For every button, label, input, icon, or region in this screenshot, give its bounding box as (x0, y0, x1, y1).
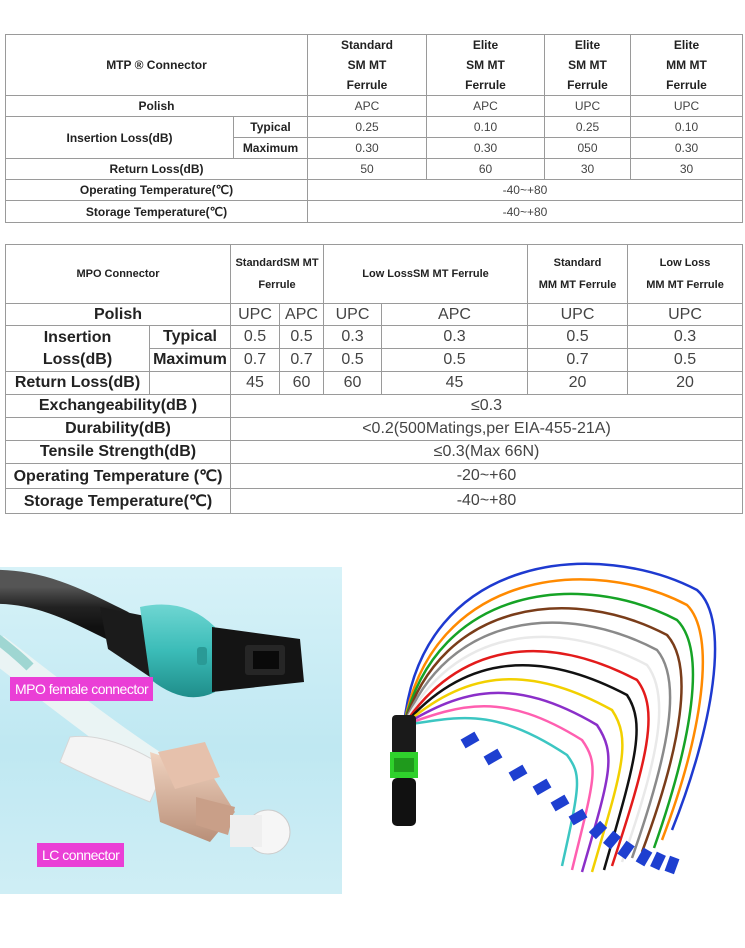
cell: 0.5 (280, 326, 324, 349)
cell: -20~+60 (231, 464, 743, 489)
cell: 0.3 (324, 326, 382, 349)
mpo-row-operating-temp (6, 464, 743, 489)
cell-empty (150, 372, 231, 395)
cell: 0.25 (545, 117, 631, 138)
row-label: Return Loss(dB) (6, 159, 308, 180)
cell: 050 (545, 138, 631, 159)
cell: 20 (628, 372, 743, 395)
cell: 0.5 (628, 349, 743, 372)
cell: 0.5 (324, 349, 382, 372)
sub-label: Maximum (150, 349, 231, 372)
mpo-row-durability (6, 418, 743, 441)
mpo-row-tensile (6, 441, 743, 464)
cell: APC (382, 304, 528, 326)
row-label: Operating Temperature(℃) (6, 180, 308, 201)
cell: ≤0.3 (231, 395, 743, 418)
cell: 50 (308, 159, 427, 180)
cell: 45 (231, 372, 280, 395)
row-label: Polish (6, 96, 308, 117)
cell: -40~+80 (308, 180, 743, 201)
cell: UPC (545, 96, 631, 117)
cell: 0.25 (308, 117, 427, 138)
mpo-col-header: StandardSM MT Ferrule (231, 245, 324, 304)
cell: 0.10 (427, 117, 545, 138)
mtp-col-header: Elite MM MT Ferrule (631, 35, 743, 96)
cell: 0.5 (528, 326, 628, 349)
cell: 0.10 (631, 117, 743, 138)
mtp-row-return-loss (6, 159, 743, 180)
cell: APC (280, 304, 324, 326)
cell: 0.3 (628, 326, 743, 349)
cell: <0.2(500Matings,per EIA-455-21A) (231, 418, 743, 441)
cell: 0.7 (528, 349, 628, 372)
mpo-col-header: Low Loss MM MT Ferrule (628, 245, 743, 304)
mtp-col-header: Elite SM MT Ferrule (427, 35, 545, 96)
mtp-row-insertion-typical (6, 117, 743, 138)
mtp-row-polish (6, 96, 743, 117)
row-label: Storage Temperature(℃) (6, 201, 308, 223)
row-label: Insertion Loss(dB) (6, 117, 234, 159)
cell: 0.30 (427, 138, 545, 159)
cell: UPC (231, 304, 280, 326)
cell: UPC (528, 304, 628, 326)
mtp-col-header: Elite SM MT Ferrule (545, 35, 631, 96)
cell: ≤0.3(Max 66N) (231, 441, 743, 464)
mtp-col-header: Standard SM MT Ferrule (308, 35, 427, 96)
cell: 0.7 (231, 349, 280, 372)
cell: 0.5 (382, 349, 528, 372)
mpo-row-polish (6, 304, 743, 326)
mpo-connector-tag: MPO female connector (10, 677, 153, 701)
cell: UPC (324, 304, 382, 326)
connector-photo (0, 567, 342, 894)
cell: UPC (628, 304, 743, 326)
sub-label: Typical (150, 326, 231, 349)
mpo-col-header: Low LossSM MT Ferrule (324, 245, 528, 304)
fanout-illustration (342, 530, 745, 910)
row-label: Insertion Loss(dB) (6, 326, 150, 372)
mtp-row-storage-temp (6, 201, 743, 223)
cell: 60 (280, 372, 324, 395)
row-label: Operating Temperature (℃) (6, 464, 231, 489)
row-label: Tensile Strength(dB) (6, 441, 231, 464)
cell: 0.30 (308, 138, 427, 159)
cell: -40~+80 (308, 201, 743, 223)
cell: 60 (324, 372, 382, 395)
cell: 30 (545, 159, 631, 180)
lc-connector-tag: LC connector (37, 843, 124, 867)
row-label: Return Loss(dB) (6, 372, 150, 395)
sub-label: Typical (234, 117, 308, 138)
cell: 45 (382, 372, 528, 395)
mpo-col-header: Standard MM MT Ferrule (528, 245, 628, 304)
cell: -40~+80 (231, 489, 743, 514)
mpo-header-label: MPO Connector (6, 245, 231, 304)
mpo-row-return-loss (6, 372, 743, 395)
row-label: Exchangeability(dB ) (6, 395, 231, 418)
cell: 30 (631, 159, 743, 180)
mpo-spec-table (5, 244, 743, 514)
mtp-spec-table (5, 34, 743, 223)
cell: UPC (631, 96, 743, 117)
cell: 0.5 (231, 326, 280, 349)
cell: 0.7 (280, 349, 324, 372)
row-label: Durability(dB) (6, 418, 231, 441)
row-label: Polish (6, 304, 231, 326)
cell: APC (308, 96, 427, 117)
cell: 0.30 (631, 138, 743, 159)
cell: APC (427, 96, 545, 117)
cell: 20 (528, 372, 628, 395)
fanout-cable-photo (342, 530, 745, 910)
sub-label: Maximum (234, 138, 308, 159)
cell: 60 (427, 159, 545, 180)
mtp-header-label: MTP ® Connector (6, 35, 308, 96)
mtp-row-operating-temp (6, 180, 743, 201)
cell: 0.3 (382, 326, 528, 349)
mpo-row-insertion-typical (6, 326, 743, 349)
row-label: Storage Temperature(℃) (6, 489, 231, 514)
mpo-row-storage-temp (6, 489, 743, 514)
mpo-row-exchangeability (6, 395, 743, 418)
